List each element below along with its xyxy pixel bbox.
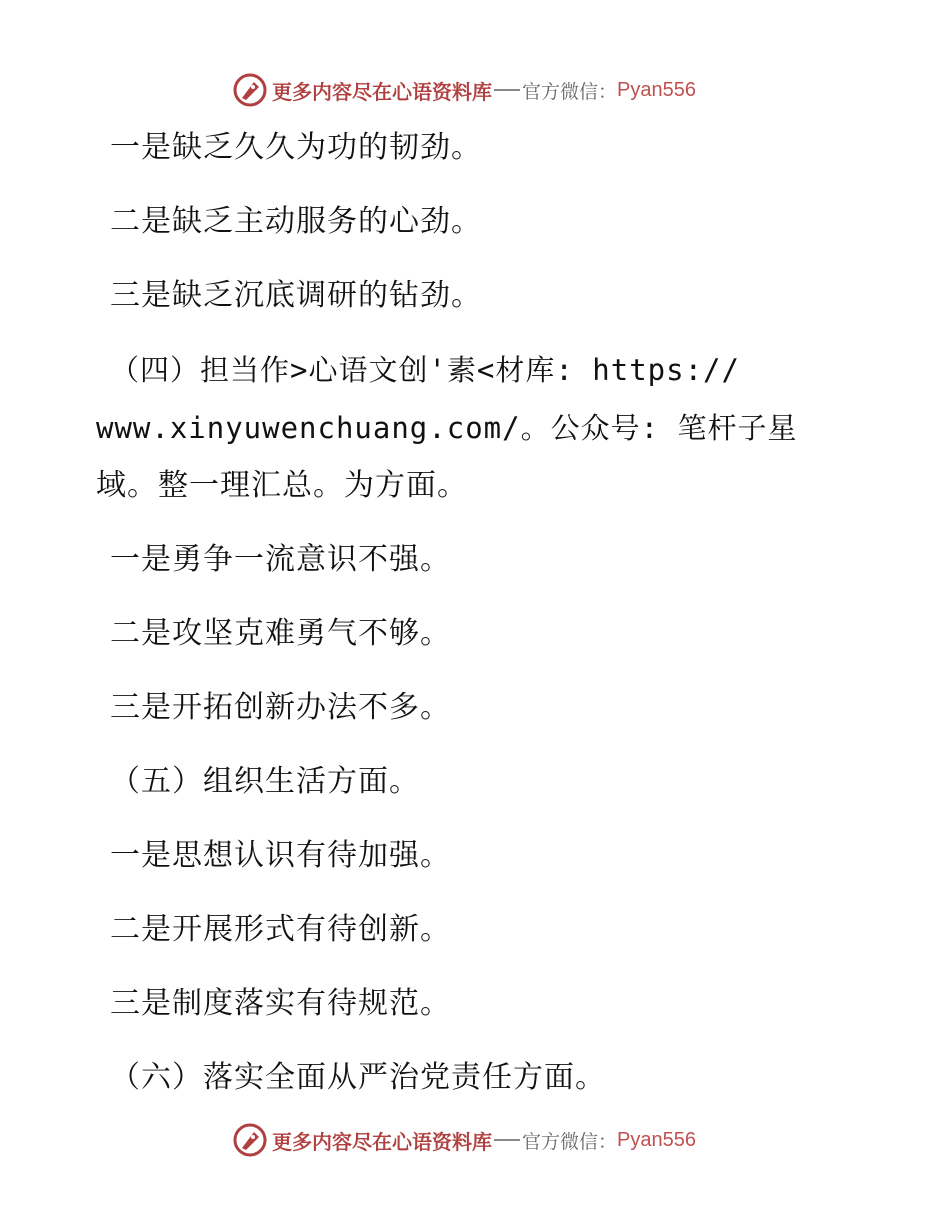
footer-wechat-id: Pyan556: [617, 1128, 696, 1151]
body-line: 一是勇争一流意识不强。: [110, 542, 451, 577]
body-line: www.xinyuwenchuang.com/。公众号: 笔杆子星: [96, 411, 798, 445]
body-line: 三是制度落实有待规范。: [110, 986, 451, 1021]
body-line: （四）担当作>心语文创'素<材库: https://: [110, 353, 740, 387]
header-wechat-label: 官方微信：: [522, 80, 618, 103]
pen-nib-logo-icon: [232, 1122, 268, 1158]
header-brand-text: 更多内容尽在心语资料库: [272, 79, 492, 104]
body-line: 三是缺乏沉底调研的钻劲。: [110, 278, 482, 313]
body-line: 二是缺乏主动服务的心劲。: [110, 204, 482, 239]
body-line: 三是开拓创新办法不多。: [110, 690, 451, 725]
body-line: 一是缺乏久久为功的韧劲。: [110, 130, 482, 165]
body-line: 域。整一理汇总。为方面。: [96, 468, 468, 503]
footer-brand-text: 更多内容尽在心语资料库: [272, 1129, 492, 1154]
header-banner: [232, 70, 696, 110]
footer-banner: [232, 1120, 696, 1160]
body-line: 二是攻坚克难勇气不够。: [110, 616, 451, 651]
footer-wechat-label: 官方微信：: [522, 1130, 618, 1153]
pen-nib-logo-icon: [232, 72, 268, 108]
body-line: 二是开展形式有待创新。: [110, 912, 451, 947]
section-heading: （五）组织生活方面。: [110, 764, 420, 799]
section-heading: （六）落实全面从严治党责任方面。: [110, 1060, 606, 1095]
header-dash: [494, 89, 520, 91]
footer-dash: [494, 1139, 520, 1141]
header-wechat-id: Pyan556: [617, 78, 696, 101]
body-line: 一是思想认识有待加强。: [110, 838, 451, 873]
